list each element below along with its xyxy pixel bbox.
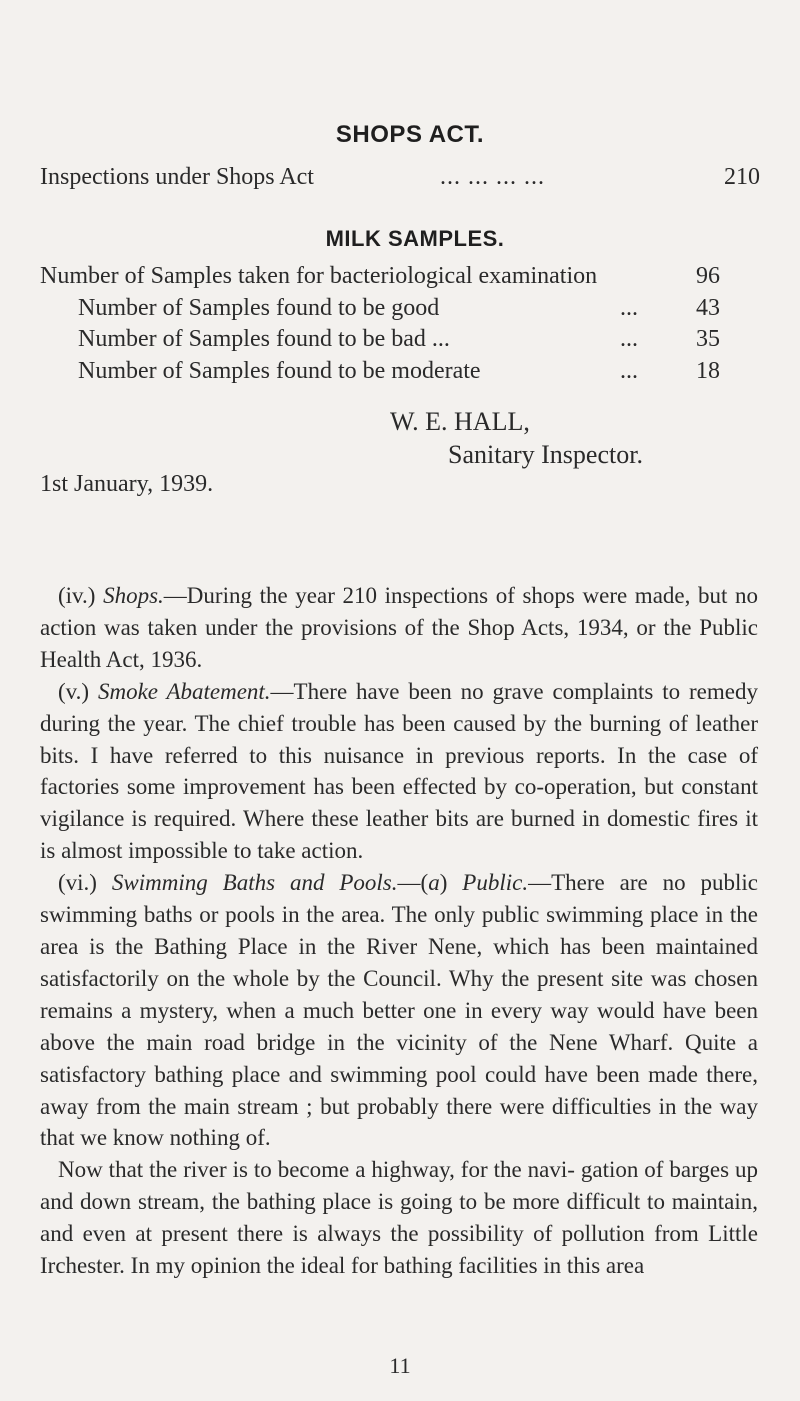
shops-act-value: 210 [724,164,760,190]
section-heading: Shops. [103,583,164,608]
report-date: 1st January, 1939. [40,471,214,497]
inspector-name: W. E. HALL, [390,407,530,436]
milk-row-label: Number of Samples found to be moderate [78,358,481,384]
paragraph-text: —There are no public swimming baths or pools in the area. The only public swimming place in the area is the Bathing Place in the River Nene, which has been maintained satisfactorily on the whole by the Council. Why the present site was chosen remains a mystery, when a much better one in every way would have been above the main road bridge in the vicinity of the Nene Wharf. Quite a satisfactory bathing place and swimming pool could have been made there, away from the main stream ; but probably there were difficulties in the way that we know nothing of. [40,870,759,1151]
milk-row-value: 35 [696,326,720,352]
paragraph-swimming [40,867,758,1154]
paragraph-text: —There have been no grave complaints to remedy during the year. The chief trouble has been caused by the burning of leather bits. I have referred to this nuisance in previous reports. In the case of factories some improvement has been effected by co-operation, but constant vigilance is required. Where these leather bits are burned in domestic fires it is almost impossible to take action. [40,678,758,864]
body-text [40,580,758,1282]
milk-row-label: Number of Samples found to be good [78,295,440,321]
section-number: (iv.) [58,583,96,608]
paragraph-river [40,1154,758,1282]
milk-row-value: 43 [696,295,720,321]
milk-row-label: Number of Samples taken for bacteriological examination [40,263,598,289]
paragraph-text: Now that the river is to become a highway, for the navi- gation of barges up and down stream, the bathing place is going to be more difficult to maintain, and even at present there is always the possibility of pollution from Little Irchester. In my opinion the ideal for bathing facilities in this area [40,1157,758,1279]
page-number: 11 [389,1353,411,1378]
inspector-title: Sanitary Inspector. [448,440,643,469]
milk-row-label: Number of Samples found to be bad ... [78,326,450,352]
milk-row-value: 96 [696,263,720,289]
milk-row-value: 18 [696,358,720,384]
paragraph-shops [40,580,758,676]
paragraph-smoke [40,676,758,867]
sub-letter: a [428,870,440,896]
close-paren: ) [439,870,448,896]
milk-row-dots: ... [620,326,638,352]
section-number: (v.) [58,678,90,704]
section-heading: Smoke Abatement. [97,678,271,704]
section-number: (vi.) [58,870,97,896]
shops-act-heading: SHOPS ACT. [335,121,485,148]
milk-row-dots: ... [620,295,638,321]
milk-row-dots: ... [620,358,638,384]
shops-act-label: Inspections under Shops Act [40,164,314,190]
dash: —( [397,870,429,896]
shops-act-dots: ... ... ... ... [440,164,545,190]
paragraph-text: —During the year 210 inspections of shops were made, but no action was taken under the provisions of the Shop Acts, 1934, or the Public Health Act, 1936. [40,583,758,672]
milk-samples-heading: MILK SAMPLES. [325,226,505,251]
section-heading: Swimming Baths and Pools. [111,870,398,896]
sub-heading: Public. [462,870,529,896]
